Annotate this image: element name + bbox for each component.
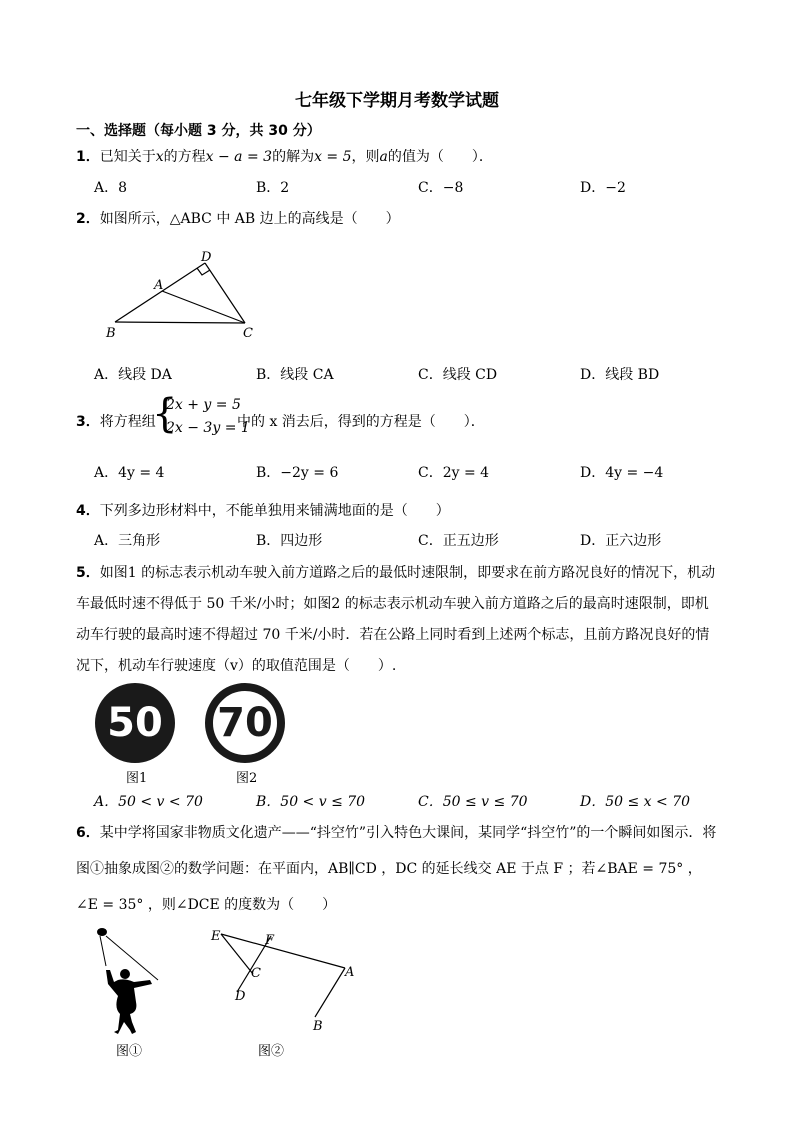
option-a[interactable]: A．线段 DA: [94, 367, 172, 383]
label-b: B: [106, 326, 116, 341]
question-5-line-3: 动车行驶的最高时速不得超过 70 千米/小时．若在公路上同时看到上述两个标志，且前方路况良好的情: [76, 627, 710, 643]
system-eq-2: 2x − 3y = 1: [166, 420, 250, 436]
line-ac: [162, 291, 245, 323]
max-speed-sign: [205, 683, 285, 763]
label-e: E: [211, 929, 221, 944]
q1-text: 已知关于: [99, 149, 156, 165]
q2-text: 如图所示，△ABC 中 AB 边上的高线是（ ）: [99, 211, 400, 227]
question-4: [76, 500, 450, 520]
question-3-lead: [76, 411, 156, 431]
question-2: [76, 208, 400, 228]
figure-caption: 图1: [126, 771, 148, 786]
option-d[interactable]: D．线段 BD: [580, 367, 660, 383]
option-c[interactable]: C．50 ≤ v ≤ 70: [418, 794, 528, 810]
label-f: F: [265, 933, 275, 948]
question-number: 3．: [76, 414, 100, 430]
label-b: B: [313, 1019, 323, 1034]
option-d[interactable]: D．4y = −4: [580, 465, 664, 481]
string-right: [106, 936, 158, 980]
option-d[interactable]: D．正六边形: [580, 533, 662, 549]
sign-1-value: 50: [107, 700, 163, 746]
question-number: 6．: [76, 825, 100, 841]
label-c: C: [243, 326, 253, 341]
question-number: 1．: [76, 149, 100, 165]
figure-caption: 图②: [258, 1044, 285, 1059]
right-angle-mark: [197, 268, 210, 275]
line-bc: [115, 322, 245, 323]
figure-caption: 图2: [236, 771, 258, 786]
sign-2-value: 70: [217, 700, 273, 746]
label-a: A: [345, 965, 355, 980]
q5-text: 如图1 的标志表示机动车驶入前方道路之后的最低时速限制，即要求在前方路况良好的情况下，机动: [99, 565, 716, 581]
option-b[interactable]: B．−2y = 6: [256, 465, 339, 481]
question-number: 2．: [76, 211, 100, 227]
question-6-line-1: [76, 822, 716, 842]
option-d[interactable]: D．50 ≤ x < 70: [580, 794, 691, 810]
q3-text: 将方程组: [99, 414, 156, 430]
option-b[interactable]: B．2: [256, 180, 290, 196]
q6-text: 某中学将国家非物质文化遗产——“抖空竹”引入特色大课间，某同学“抖空竹”的一个瞬间如图示．将: [99, 825, 717, 841]
brace-icon: {: [152, 391, 178, 437]
system-eq-1: 2x + y = 5: [166, 397, 241, 413]
option-a[interactable]: A．三角形: [94, 533, 161, 549]
option-c[interactable]: C．2y = 4: [418, 465, 490, 481]
section-heading: 一、选择题（每小题 3 分，共 30 分）: [76, 123, 321, 139]
label-d: D: [235, 989, 246, 1004]
option-a[interactable]: A．4y = 4: [94, 465, 165, 481]
option-b[interactable]: B．50 < v ≤ 70: [256, 794, 366, 810]
q1-equation: x − a = 3: [205, 149, 273, 165]
question-number: 4．: [76, 503, 100, 519]
q1-var-a: a: [379, 149, 388, 165]
option-c[interactable]: C．−8: [418, 180, 464, 196]
q3-text-tail: 中的 x 消去后，得到的方程是（ ）．: [237, 414, 485, 430]
question-5-line-1: [76, 562, 715, 582]
diabolo-player-figure: [90, 922, 170, 1037]
label-c: C: [251, 966, 261, 981]
q1-text: 的值为（ ）．: [387, 149, 493, 165]
q1-text: ，则: [351, 149, 380, 165]
q1-text: 的方程: [163, 149, 206, 165]
option-d[interactable]: D．−2: [580, 180, 626, 196]
option-b[interactable]: B．线段 CA: [256, 367, 334, 383]
label-d: D: [201, 250, 212, 265]
line-dc: [205, 263, 245, 323]
parallel-lines-figure: [205, 922, 365, 1034]
option-a[interactable]: A．8: [94, 180, 128, 196]
q4-text: 下列多边形材料中，不能单独用来铺满地面的是（ ）: [99, 503, 450, 519]
option-a[interactable]: A．50 < v < 70: [94, 794, 203, 810]
q1-var-x: x: [155, 149, 164, 165]
line-ec: [221, 934, 253, 974]
option-c[interactable]: C．线段 CD: [418, 367, 498, 383]
option-b[interactable]: B．四边形: [256, 533, 323, 549]
question-6-line-3: ∠E = 35° ，则∠DCE 的度数为（ ）: [76, 897, 337, 913]
q1-solution: x = 5: [314, 149, 352, 165]
question-1: [76, 146, 493, 166]
person-silhouette-icon: [106, 969, 152, 1034]
triangle-figure: [100, 245, 270, 345]
q1-text: 的解为: [272, 149, 315, 165]
line-ea: [221, 934, 345, 968]
string-left: [100, 936, 106, 966]
question-6-line-2: 图①抽象成图②的数学问题：在平面内，AB∥CD ，DC 的延长线交 AE 于点 F ；若∠BAE = 75° ，: [76, 861, 702, 877]
page-title: 七年级下学期月考数学试题: [295, 91, 499, 111]
question-number: 5．: [76, 565, 100, 581]
option-c[interactable]: C．正五边形: [418, 533, 499, 549]
min-speed-sign: [95, 683, 175, 763]
question-5-line-4: 况下，机动车行驶速度（v）的取值范围是（ ）.: [76, 658, 397, 674]
diabolo-icon: [97, 928, 107, 936]
question-5-line-2: 车最低时速不得低于 50 千米/小时；如图2 的标志表示机动车驶入前方道路之后的最高时速限制，即机: [76, 596, 709, 612]
line-ab: [315, 968, 345, 1017]
figure-caption: 图①: [116, 1044, 143, 1059]
label-a: A: [154, 278, 164, 293]
